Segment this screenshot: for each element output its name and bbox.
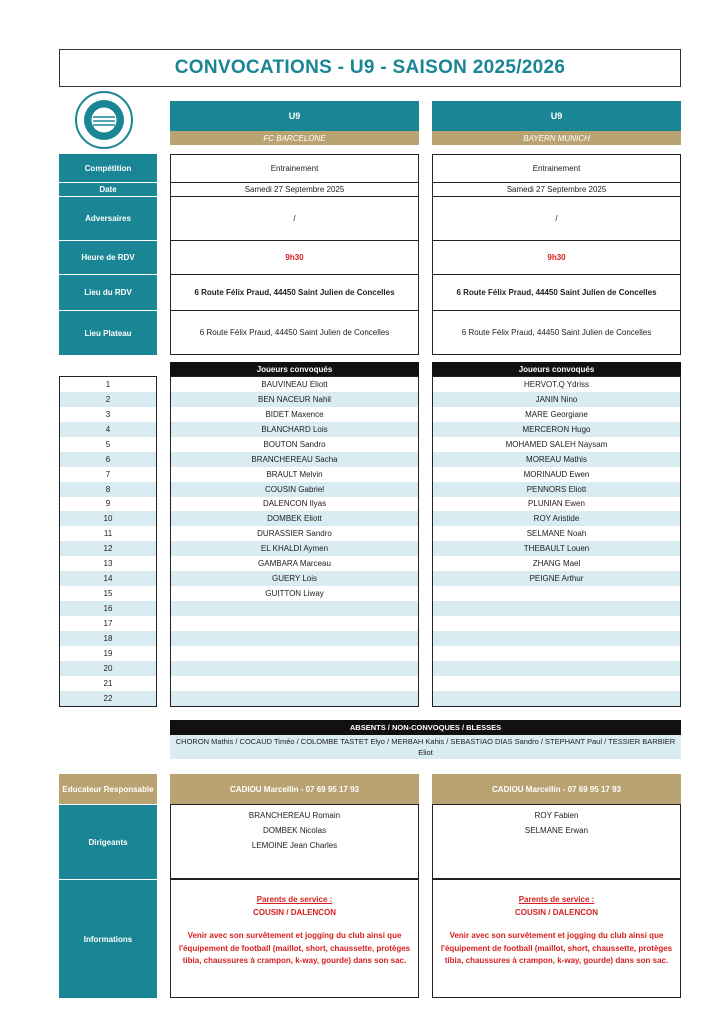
label-date: Date: [59, 183, 157, 197]
team-2-date: Samedi 27 Septembre 2025: [432, 183, 681, 197]
team-2-players-header: Joueurs convoqués: [432, 362, 681, 377]
player-number: 12: [60, 541, 156, 556]
team-2-player-list: [432, 376, 681, 707]
player-number: 20: [60, 661, 156, 676]
team-2-informations: [432, 879, 681, 998]
player-number: 22: [60, 691, 156, 706]
team-1-date: Samedi 27 Septembre 2025: [170, 183, 419, 197]
player-name: BRANCHEREAU Sacha: [171, 452, 418, 467]
team-1-players-header: Joueurs convoqués: [170, 362, 419, 377]
player-name: PENNORS Eliott: [433, 482, 680, 497]
player-number: 7: [105, 469, 111, 479]
team-1-name: FC BARCELONE: [170, 131, 419, 145]
team-1-lieu-rdv: 6 Route Félix Praud, 44450 Saint Julien de Concelles: [170, 275, 419, 311]
player-name: THEBAULT Louen: [433, 541, 680, 556]
player-name: BLANCHARD Lois: [171, 422, 418, 437]
player-number: 10: [60, 511, 156, 526]
player-name: DURASSIER Sandro: [257, 529, 332, 539]
player-name: ZHANG Mael: [532, 559, 581, 569]
player-number: 16: [60, 601, 156, 616]
team-2-competition: Entrainement: [432, 154, 681, 183]
player-name: BIDET Maxence: [265, 409, 324, 419]
team-2-adversaires: /: [432, 197, 681, 241]
dirigeant-name: BRANCHEREAU Romain: [248, 811, 341, 820]
player-name: [433, 586, 680, 601]
player-name: PLUNIAN Ewen: [528, 499, 585, 509]
team-2-name: BAYERN MUNICH: [432, 131, 681, 145]
team-1-educateur: CADIOU Marcellin - 07 69 95 17 93: [170, 774, 419, 804]
player-name: [433, 616, 680, 631]
player-number: 9: [105, 499, 111, 509]
team-1-lieu-plateau: 6 Route Félix Praud, 44450 Saint Julien de Concelles: [170, 311, 419, 355]
team-2-lieu-rdv: 6 Route Félix Praud, 44450 Saint Julien de Concelles: [432, 275, 681, 311]
player-name: BAUVINEAU Eliott: [261, 379, 328, 389]
label-educateur: Educateur Responsable: [59, 774, 157, 804]
player-number: 21: [103, 678, 113, 688]
player-name: [433, 631, 680, 646]
label-heure: Heure de RDV: [59, 241, 157, 275]
label-informations: Informations: [59, 879, 157, 998]
player-name: [171, 676, 418, 691]
team-1-category: U9: [170, 101, 419, 131]
player-name: [171, 661, 418, 676]
player-number: 17: [103, 618, 113, 628]
team-2-dirigeants: [432, 804, 681, 879]
player-number: 2: [60, 392, 156, 407]
team-1-adversaires: /: [170, 197, 419, 241]
info-text: Venir avec son survêtement et jogging du club ainsi que l'équipement de football (maillot, short, chaussette, protèges tibia, chaussures à crampon, k-way, gourde) dans son sac.: [178, 931, 411, 965]
player-name: [433, 676, 680, 691]
player-number: 15: [103, 589, 113, 599]
player-number: 11: [103, 529, 113, 539]
player-name: BRAULT Melvin: [266, 469, 323, 479]
team-2-lieu-plateau: 6 Route Félix Praud, 44450 Saint Julien de Concelles: [432, 311, 681, 355]
player-number: 8: [60, 482, 156, 497]
team-2-heure: 9h30: [432, 241, 681, 275]
page-title: CONVOCATIONS - U9 - SAISON 2025/2026: [59, 49, 681, 87]
player-name: [171, 601, 418, 616]
player-number: 4: [60, 422, 156, 437]
team-2-educateur: CADIOU Marcellin - 07 69 95 17 93: [432, 774, 681, 804]
player-name: MOHAMED SALEH Naysam: [505, 439, 608, 449]
player-name: [171, 646, 418, 661]
team-1-heure: 9h30: [170, 241, 419, 275]
player-name: ROY Aristide: [433, 511, 680, 526]
player-name: MERCERON Hugo: [433, 422, 680, 437]
player-name: [433, 691, 680, 706]
player-name: MORINAUD Ewen: [523, 469, 590, 479]
team-1-competition: Entrainement: [170, 154, 419, 183]
player-number-column: [59, 376, 157, 707]
player-name: BOUTON Sandro: [263, 439, 326, 449]
player-name: JANIN Nino: [433, 392, 680, 407]
player-name: PEIGNE Arthur: [433, 571, 680, 586]
player-name: MARE Georgiane: [525, 409, 588, 419]
team-1-informations: [170, 879, 419, 998]
player-number: 3: [105, 409, 111, 419]
team-1-dirigeants: [170, 804, 419, 879]
dirigeant-name: DOMBEK Nicolas: [262, 826, 327, 835]
info-parents: COUSIN / DALENCON: [252, 907, 337, 917]
player-name: [171, 616, 418, 631]
absents-list: CHORON Mathis / COCAUD Timéo / COLOMBE TASTET Elyo / MERBAH Kahis / SEBASTIAO DIAS Sandro / STEPHANT Paul / TESSIER BARBIER Eliot: [170, 735, 681, 759]
info-title: Parents de service :: [256, 895, 333, 904]
club-logo: [69, 90, 139, 150]
dirigeant-name: ROY Fabien: [534, 811, 579, 820]
player-number: 1: [105, 379, 111, 389]
team-1-player-list: [170, 376, 419, 707]
info-parents: COUSIN / DALENCON: [514, 907, 599, 917]
dirigeant-name: LEMOINE Jean Charles: [251, 841, 338, 850]
player-name: [171, 631, 418, 646]
absents-header: ABSENTS / NON-CONVOQUES / BLESSES: [170, 720, 681, 735]
player-name: DALENCON Ilyas: [262, 499, 327, 509]
player-name: HERVOT.Q Ydriss: [523, 379, 590, 389]
dirigeant-name: SELMANE Erwan: [524, 826, 589, 835]
player-number: 6: [60, 452, 156, 467]
player-name: GAMBARA Marceau: [258, 559, 331, 569]
player-number: 18: [60, 631, 156, 646]
player-name: EL KHALDI Aymen: [171, 541, 418, 556]
player-name: COUSIN Gabriel: [171, 482, 418, 497]
player-name: DOMBEK Eliott: [171, 511, 418, 526]
player-name: MOREAU Mathis: [433, 452, 680, 467]
player-number: 14: [60, 571, 156, 586]
player-name: GUITTON Liway: [265, 589, 324, 599]
player-name: [171, 691, 418, 706]
player-number: 19: [103, 648, 113, 658]
player-number: 13: [103, 559, 113, 569]
label-lieu-rdv: Lieu du RDV: [59, 275, 157, 311]
info-text: Venir avec son survêtement et jogging du club ainsi que l'équipement de football (maillot, short, chaussette, protèges tibia, chaussures à crampon, k-way, gourde) dans son sac.: [440, 931, 673, 965]
player-name: BEN NACEUR Nahil: [171, 392, 418, 407]
player-name: [433, 646, 680, 661]
label-competition: Compétition: [59, 154, 157, 183]
label-dirigeants: Dirigeants: [59, 804, 157, 879]
label-lieu-plateau: Lieu Plateau: [59, 311, 157, 355]
player-name: [433, 661, 680, 676]
player-name: [433, 601, 680, 616]
player-number: 5: [105, 439, 111, 449]
info-title: Parents de service :: [518, 895, 595, 904]
label-adversaires: Adversaires: [59, 197, 157, 241]
player-name: GUERY Lois: [171, 571, 418, 586]
team-2-category: U9: [432, 101, 681, 131]
player-name: SELMANE Noah: [526, 529, 587, 539]
